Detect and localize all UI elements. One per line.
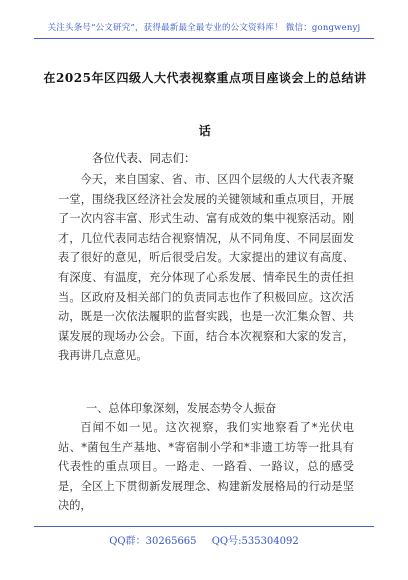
header-note: 关注头条号“公文研究”，获得最新最全最专业的公文资料库！ 微信：gongwenyj [47, 23, 361, 33]
header-divider [34, 38, 374, 39]
body-paragraph-1: 今天，来自国家、省、市、区四个层级的人大代表齐聚一堂，围绕我区经济社会发展的关键领域和重点项目，开展了一次内容丰富、形式生动、富有成效的集中视察活动。刚才，几位代表同志结合视察情况，从不同角度、不同层面发表了很好的意见，听后很受启发。大家提出的建议有高度、有深度、有温度，充分体现了心系发展、情牵民生的责任担当。区政府及相关部门的负责同志也作了积极回应。这次活动，既是一次依法履职的监督实践，也是一次汇集众智、共谋发展的现场办公会。下面，结合本次视察和大家的发言，我再讲几点意见。 [58, 173, 354, 363]
footer-contact [0, 532, 408, 547]
body-paragraph-2: 百闻不如一见。这次视察，我们实地察看了*光伏电站、*菌包生产基地、*寄宿制小学和*非遗工坊等一批具有代表性的重点项目。一路走、一路看、一路议，总的感受是，全区上下贯彻新发展理念、构建新发展格局的行动是坚决的， [58, 421, 354, 513]
document-title-line2: 话 [198, 124, 212, 138]
footer-divider [34, 526, 374, 527]
section-heading-1: 一、总体印象深刻，发展态势令人振奋 [86, 402, 277, 415]
footer-qq-group: QQ群：30265665 [109, 536, 197, 547]
document-title-line1: 在2025年区四级人大代表视察重点项目座谈会上的总结讲 [43, 71, 367, 85]
footer-qq-number: QQ号:535304092 [211, 536, 299, 547]
salutation: 各位代表、同志们： [92, 151, 196, 165]
